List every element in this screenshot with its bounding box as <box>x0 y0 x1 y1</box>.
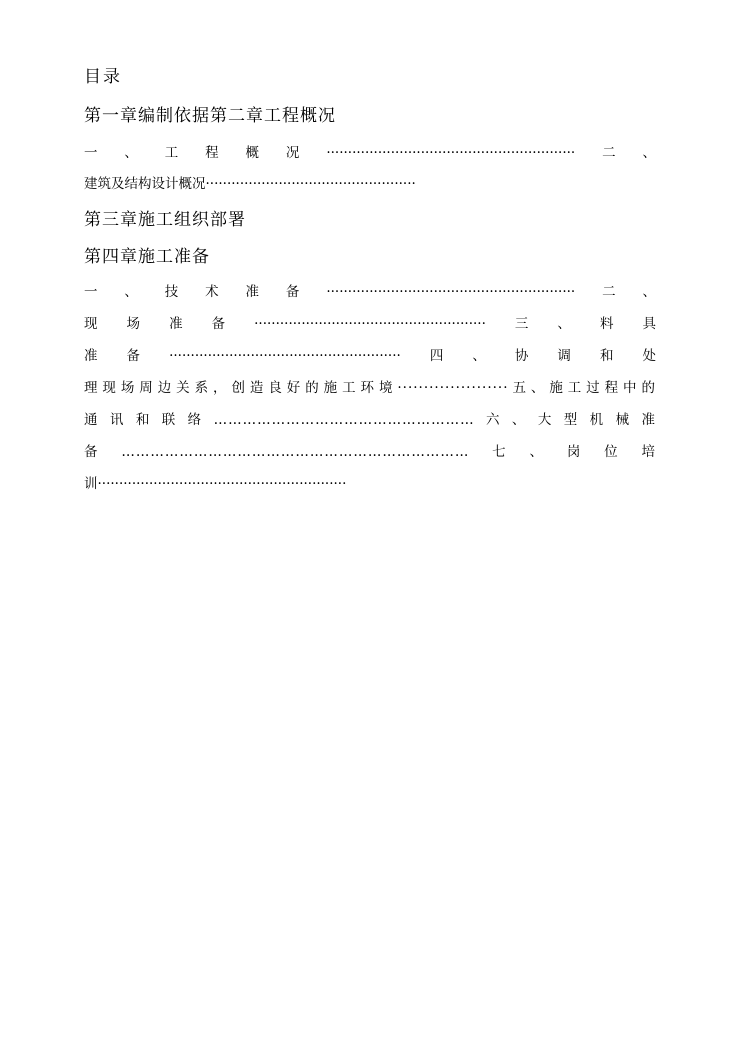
toc-line-7: 通讯和联络………………………………………………六、大型机械准 <box>84 412 656 428</box>
toc-line-1: 一、工程概况··························································二、 <box>84 145 656 161</box>
chapter-heading-3: 第三章施工组织部署 <box>84 210 246 230</box>
toc-line-4: 现场准备······················································三、料具 <box>84 316 656 332</box>
toc-line-3: 一、技术准备··························································二、 <box>84 284 656 300</box>
chapter-heading-1-2: 第一章编制依据第二章工程概况 <box>84 106 336 126</box>
toc-line-6: 理现场周边关系，创造良好的施工环境·····················五、施工过程中的 <box>84 380 656 396</box>
toc-line-8: 备………………………………………………………………七、岗位培 <box>84 444 656 460</box>
toc-title: 目录 <box>84 67 122 87</box>
toc-line-5: 准备······················································四、协调和处 <box>84 348 656 364</box>
toc-line-2: 建筑及结构设计概况················································· <box>84 176 416 192</box>
chapter-heading-4: 第四章施工准备 <box>84 247 210 267</box>
toc-line-9: 训·························································· <box>84 476 347 492</box>
